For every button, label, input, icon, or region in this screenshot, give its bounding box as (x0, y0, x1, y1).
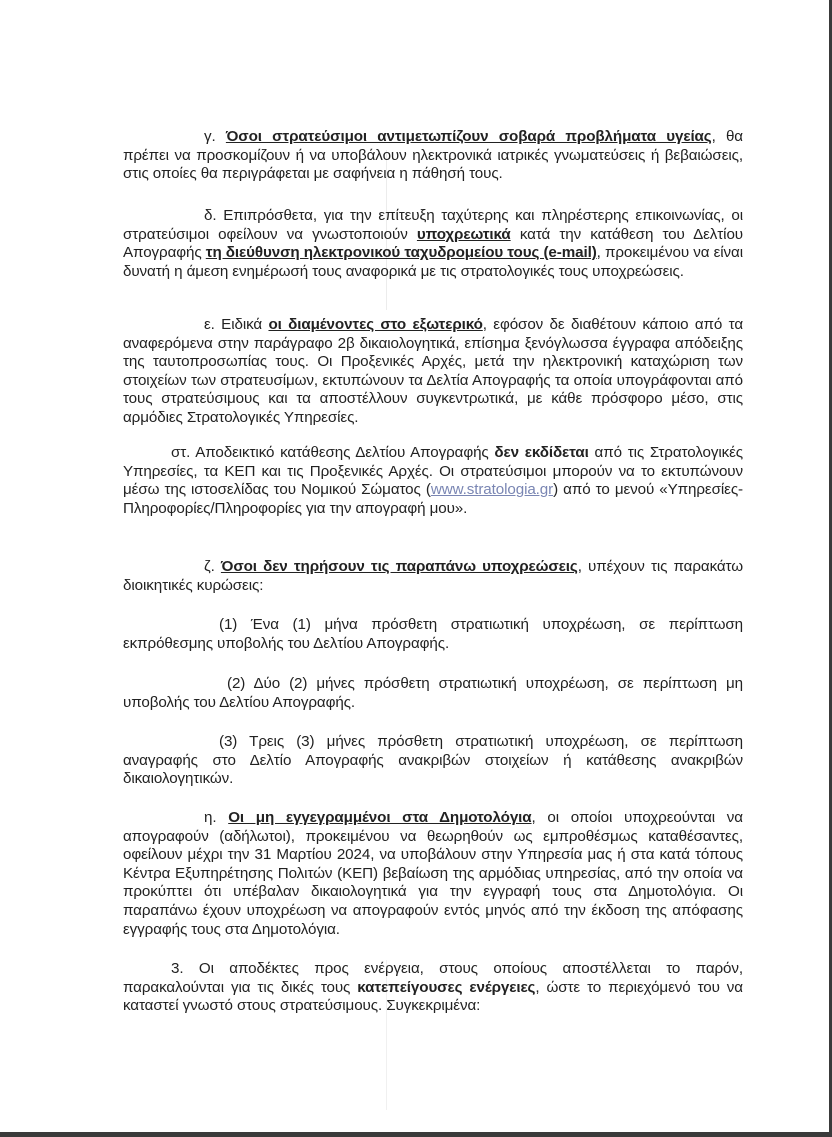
delta-text-1: δ. Επιπρόσθετα, για την επίτευξη ταχύτερης και πληρέστερης επικοινωνίας, οι στρατεύσιμοι οφείλουν να γνωστοποιούν (123, 207, 743, 243)
three-bold: κατεπείγουσες ενέργειες (357, 978, 536, 996)
delta-text-2: κατά την κατάθεση του Δελτίου Απογραφής (123, 225, 743, 262)
paragraph-delta (123, 207, 743, 281)
epsilon-bold: οι διαμένοντες στο εξωτερικό (268, 316, 483, 333)
paragraph-eta (123, 809, 743, 939)
sanction-item-3 (123, 733, 743, 789)
gamma-label: γ. (204, 128, 216, 145)
sanction-item-1 (123, 616, 743, 653)
sanction-text-2: (2) Δύο (2) μήνες πρόσθετη στρατιωτική υποχρέωση, σε περίπτωση μη υποβολής του Δελτίου Απογραφής. (123, 675, 743, 711)
three-text-1: 3. Οι αποδέκτες προς ενέργεια, στους οποίους αποστέλλεται το παρόν, παρακαλούνται για τις δικές τους (123, 960, 743, 996)
st-text-1: στ. Αποδεικτικό κατάθεσης Δελτίου Απογραφής (171, 444, 495, 461)
delta-bold-1: υποχρεωτικά (416, 225, 511, 243)
paragraph-zeta (123, 558, 743, 595)
zeta-heading: Όσοι δεν τηρήσουν τις παραπάνω υποχρεώσεις (220, 558, 578, 575)
sanction-text-3: (3) Τρεις (3) μήνες πρόσθετη στρατιωτική υποχρέωση, σε περίπτωση αναγραφής στο Δελτίο Απογραφής ανακριβών στοιχείων ή κατάθεσης ανακριβών δικαιολογητικών. (123, 733, 743, 788)
zeta-label: ζ. (204, 558, 215, 575)
eta-label: η. (204, 809, 217, 826)
delta-text-3: , προκειμένου να είναι δυνατή η άμεση ενημέρωσή τους αναφορικά με τις στρατολογικές τους υποχρεώσεις. (123, 244, 743, 280)
sanction-item-2 (123, 675, 743, 712)
st-text-2: από τις Στρατολογικές Υπηρεσίες, τα ΚΕΠ και τις Προξενικές Αρχές. Οι στρατεύσιμοι μπορούν να το εκτυπώνουν μέσω της ιστοσελίδας του Νομικού Σώματος ( (123, 444, 744, 499)
delta-bold-2: τη διεύθυνση ηλεκτρονικού ταχυδρομείου τους (e-mail) (205, 244, 597, 262)
eta-text: , οι οποίοι υποχρεούνται να απογραφούν (αδήλωτοι), προκειμένου να θεωρηθούν ως εμπροθέσμως καταθέσαντες, οφείλουν μέχρι την 31 Μαρτίου 2024, να υποβάλουν στην Υπηρεσία μας ή στα κατά τόπους Κέντρα Εξυπηρέτησης Πολιτών (ΚΕΠ) βεβαίωση της αρμόδιας υπηρεσίας, από την οποία να προκύπτει ότι υπέβαλαν δικαιολογητικά για την εγγραφή τους στα Δημοτολόγια. Οι παραπάνω έχουν υποχρέωση να απογραφούν εντός μηνός από την έκδοση της απόφασης εγγραφής τους στα Δημοτολόγια. (123, 809, 743, 938)
gamma-heading: Όσοι στρατεύσιμοι αντιμετωπίζουν σοβαρά προβλήματα υγείας (225, 128, 712, 145)
epsilon-text-1: ε. Ειδικά (204, 316, 269, 333)
gamma-text: , θα πρέπει να προσκομίζουν ή να υποβάλουν ηλεκτρονικά ιατρικές γνωματεύσεις ή βεβαιώσεις, στις οποίες θα περιγράφεται με σαφήνεια η πάθησή τους. (123, 128, 743, 183)
epsilon-text-2: , εφόσον δε διαθέτουν κάποιο από τα αναφερόμενα στην παράγραφο 2β δικαιολογητικά, επίσημα ξενόγλωσσα έγγραφα απόδειξης της ταυτοπροσωπίας τους. Οι Προξενικές Αρχές, μετά την ηλεκτρονική καταχώριση των στοιχείων των στρατευσίμων, εκτυπώνουν τα Δελτία Απογραφής τα οποία υπογράφονται από τους στρατεύσιμους και τα αποστέλλουν συγκεντρωτικά, με κάθε πρόσφορο μέσο, στις αρμόδιες Στρατολογικές Υπηρεσίες. (123, 316, 744, 426)
eta-heading: Οι μη εγγεγραμμένοι στα Δημοτολόγια (228, 809, 532, 826)
paragraph-epsilon (123, 316, 743, 428)
st-bold: δεν εκδίδεται (494, 444, 589, 461)
sanction-text-1: (1) Ένα (1) μήνα πρόσθετη στρατιωτική υποχρέωση, σε περίπτωση εκπρόθεσμης υποβολής του Δελτίου Απογραφής. (123, 616, 743, 652)
st-text-3: ) από το μενού «Υπηρεσίες-Πληροφορίες/Πληροφορίες για την απογραφή μου». (123, 481, 743, 517)
stratologia-link[interactable]: www.stratologia.gr (430, 481, 554, 499)
three-text-2: , ώστε το περιεχόμενό του να καταστεί γνωστό στους στρατεύσιμους. Συγκεκριμένα: (123, 978, 743, 1015)
paragraph-three (123, 960, 743, 1016)
zeta-text: , υπέχουν τις παρακάτω διοικητικές κυρώσεις: (123, 558, 743, 594)
paragraph-st (123, 444, 743, 518)
paragraph-gamma (123, 128, 743, 184)
scan-edge-bottom (0, 1132, 832, 1137)
